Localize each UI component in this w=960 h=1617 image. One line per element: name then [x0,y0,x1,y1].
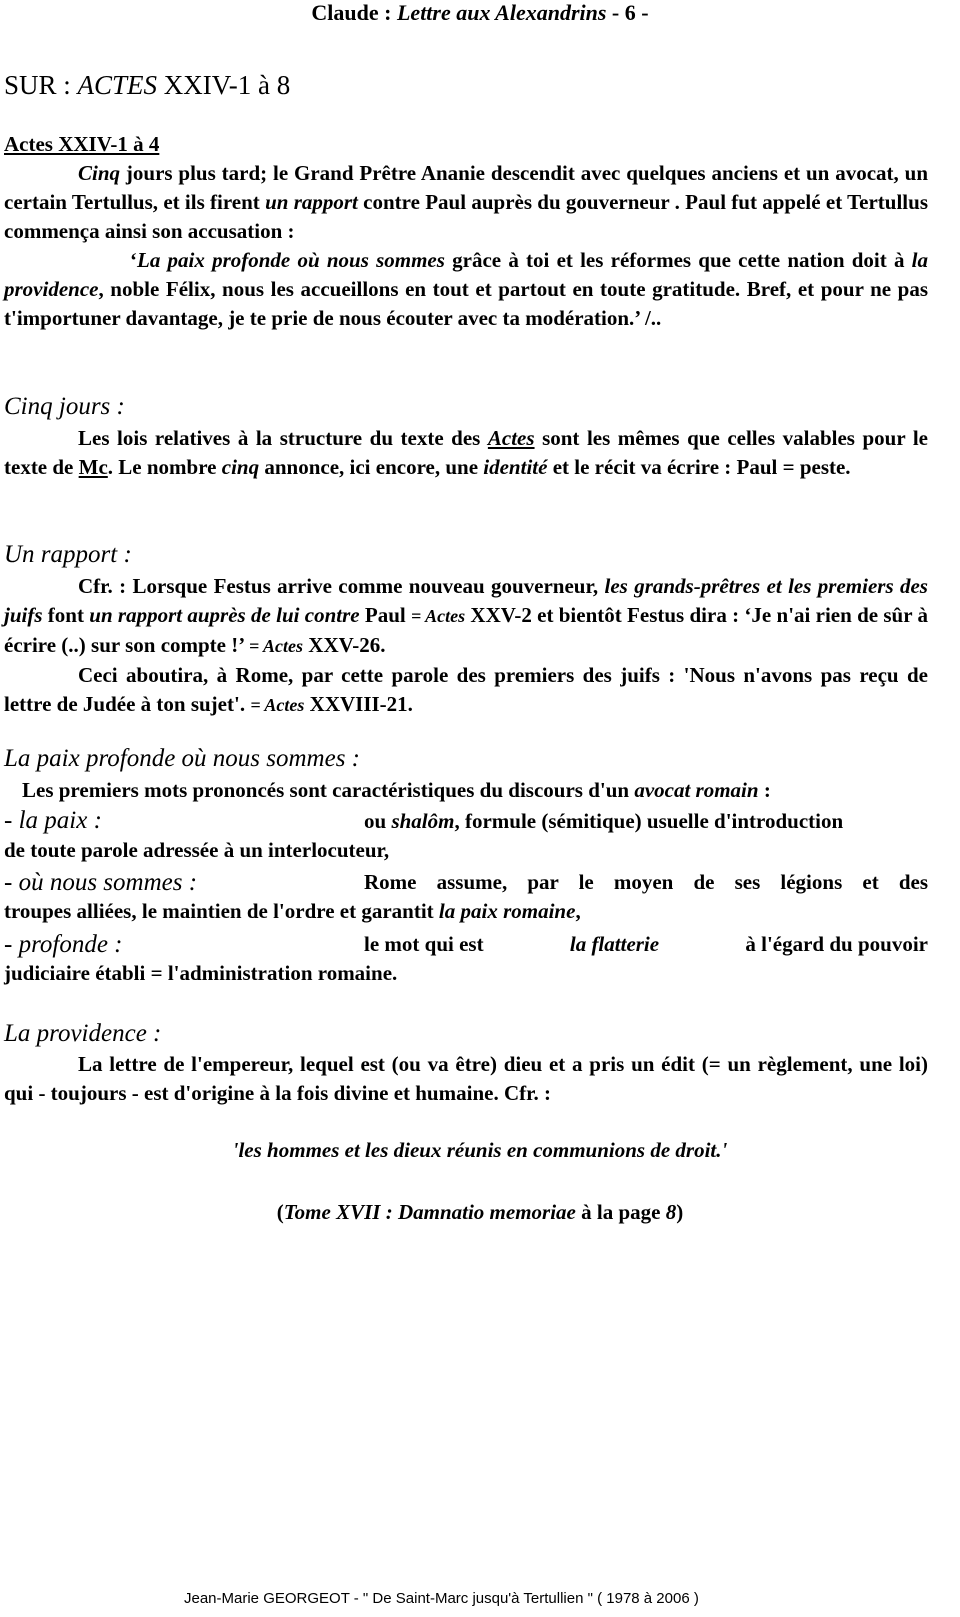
providence-paragraph: La lettre de l'empereur, lequel est (ou va être) dieu et a pris un édit (= un règlement, une loi) qui - toujours - est d'origine à la fois divine et humaine. Cfr. : [4,1052,928,1105]
page-title: SUR : ACTES XXIV-1 à 8 [4,70,291,100]
providence-reference: (Tome XVII : Damnatio memoriae à la page 8) [276,1200,684,1224]
la-paix-intro: Les premiers mots prononcés sont caractéristiques du discours d'un avocat romain : [22,778,771,802]
providence-quote: 'les hommes et les dieux réunis en communions de droit.' [232,1138,728,1162]
passage-heading: Actes XXIV-1 à 4 [4,132,160,156]
la-paix-item-3: - profonde : le mot qui est la flatterie à l'égard du pouvoir judiciaire établi = l'administration romaine. [4,931,928,985]
passage-block [4,130,928,333]
section-heading-un-rapport: Un rapport : [4,541,132,568]
la-paix-item-1: - la paix : ou shalôm, formule (sémitique) usuelle d'introduction de toute parole adressée à un interlocuteur, [4,807,844,862]
cinq-jours-paragraph: Les lois relatives à la structure du texte des Actes sont les mêmes que celles valables pour le texte de Mc. Le nombre cinq annonce, ici encore, une identité et le récit va écrire : Paul = peste. [4,426,928,479]
page-footer: Jean-Marie GEORGEOT - " De Saint-Marc jusqu'à Tertullien " ( 1978 à 2006 ) [184,1590,699,1607]
section-heading-providence: La providence : [4,1020,162,1047]
un-rapport-paragraph: Cfr. : Lorsque Festus arrive comme nouveau gouverneur, les grands-prêtres et les premiers des juifs font un rapport auprès de lui contre Paul = Actes XXV-2 et bientôt Festus dira : ‘Je n'ai rien de sûr à écrire (..) sur son compte !’ = Actes XXV-26. Ceci aboutira, à Rome, par cette parole des premiers des juifs : 'Nous n'avons pas reçu de lettre de Judée à ton sujet'. = Actes XXVIII-21. [4,574,928,716]
passage-paragraph-2: ‘La paix profonde où nous sommes grâce à toi et les réformes que cette nation doit à la providence, noble Félix, nous les accueillons en tout et partout en toute gratitude. Bref, et pour ne pas t'importuner davantage, je te prie de nous écouter avec ta modération.’ /.. [4,248,929,330]
la-paix-item-2: - où nous sommes : Rome assume, par le moyen de ses légions et des troupes alliées, le maintien de l'ordre et garantit la paix romaine, [4,869,928,923]
page-header: Claude : Lettre aux Alexandrins - 6 - [311,0,649,25]
section-heading-cinq-jours: Cinq jours : [4,393,125,420]
section-heading-la-paix: La paix profonde où nous sommes : [4,745,361,772]
passage-paragraph-1: Cinq jours plus tard; le Grand Prêtre Ananie descendit avec quelques anciens et un avocat, un certain Tertullus, et ils firent un rapport contre Paul auprès du gouverneur . Paul fut appelé et Tertullus commença ainsi son accusation : [4,161,928,243]
